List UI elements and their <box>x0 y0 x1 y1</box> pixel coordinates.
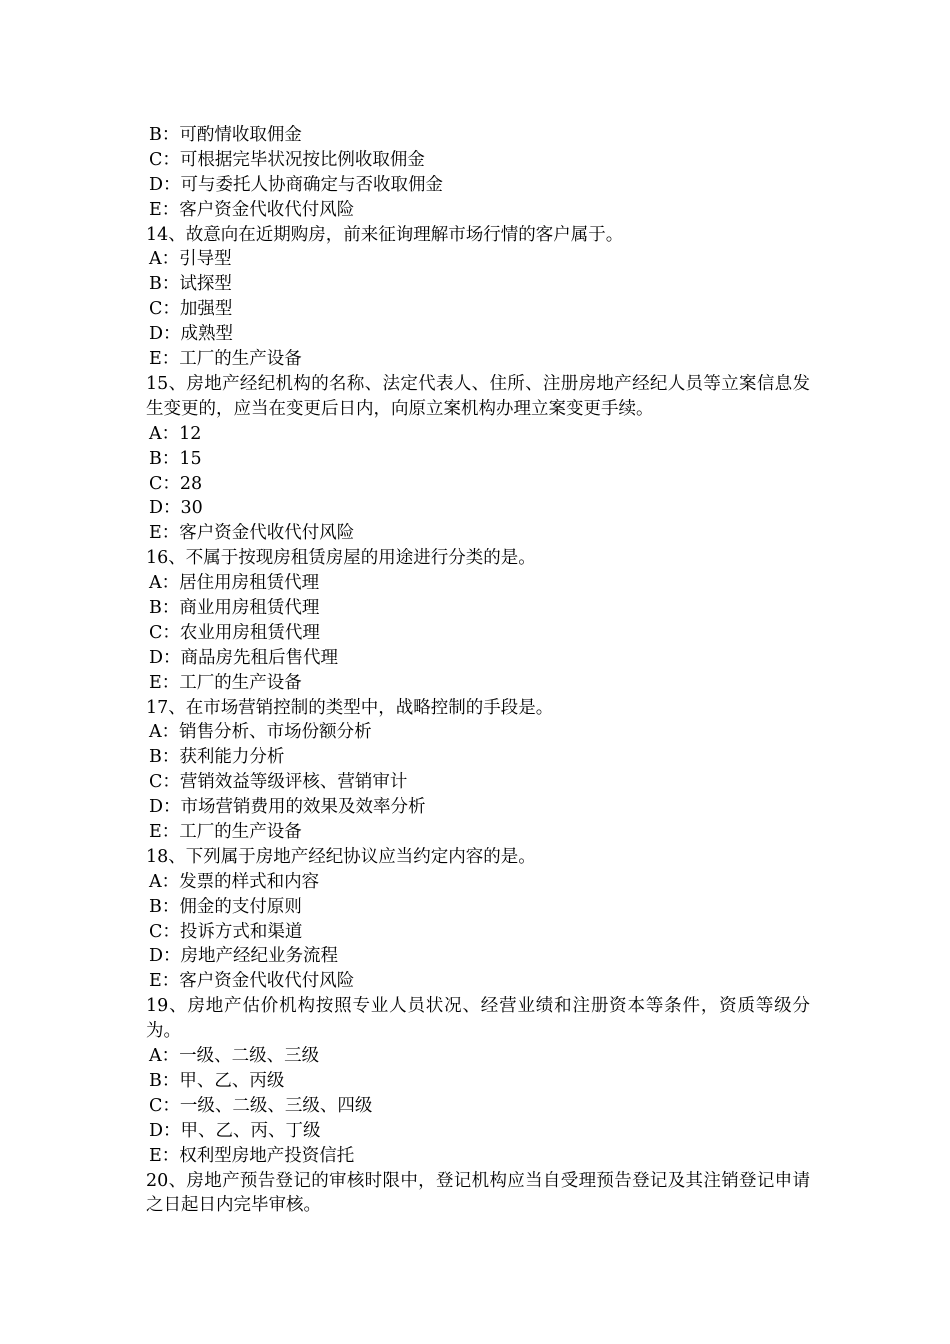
answer-option: E：工厂的生产设备 <box>149 822 302 843</box>
answer-option: B：15 <box>149 448 202 469</box>
answer-option: B：可酌情收取佣金 <box>149 125 302 145</box>
answer-option: E：工厂的生产设备 <box>149 672 302 693</box>
answer-option: B：甲、乙、丙级 <box>149 1070 285 1091</box>
question-text: 14、故意向在近期购房，前来征询理解市场行情的客户属于。 <box>146 224 624 245</box>
answer-option: A：12 <box>149 423 202 444</box>
question-text: 16、不属于按现房租赁房屋的用途进行分类的是。 <box>146 548 536 569</box>
question-text: 20、房地产预告登记的审核时限中，登记机构应当自受理预告登记及其注销登记申请之日起日内完毕审核。 <box>146 1170 810 1216</box>
answer-option: B：商业用房租赁代理 <box>149 597 320 618</box>
answer-option: D：房地产经纪业务流程 <box>149 946 339 967</box>
answer-option: C：28 <box>149 473 203 494</box>
answer-option: B：佣金的支付原则 <box>149 896 302 917</box>
answer-option: E：权利型房地产投资信托 <box>149 1145 355 1166</box>
answer-option: A：一级、二级、三级 <box>149 1046 320 1067</box>
answer-option: A：引导型 <box>149 249 232 270</box>
question-text: 18、下列属于房地产经纪协议应当约定内容的是。 <box>146 846 536 867</box>
document-page <box>146 123 810 1218</box>
question-text: 19、房地产估价机构按照专业人员状况、经营业绩和注册资本等条件，资质等级分为。 <box>146 996 810 1042</box>
answer-option: A：销售分析、市场份额分析 <box>149 722 372 743</box>
answer-option: A：发票的样式和内容 <box>149 871 320 892</box>
answer-option: C：农业用房租赁代理 <box>149 622 320 643</box>
answer-option: A：居住用房租赁代理 <box>149 573 320 594</box>
answer-option: C：营销效益等级评核、营销审计 <box>149 772 408 793</box>
answer-option: D：可与委托人协商确定与否收取佣金 <box>149 174 444 195</box>
answer-option: E：客户资金代收代付风险 <box>149 199 355 220</box>
answer-option: C：投诉方式和渠道 <box>149 921 303 942</box>
question-text: 15、房地产经纪机构的名称、法定代表人、住所、注册房地产经纪人员等立案信息发生变更的，应当在变更后日内，向原立案机构办理立案变更手续。 <box>146 373 810 419</box>
answer-option: D：商品房先租后售代理 <box>149 647 339 668</box>
answer-option: B：试探型 <box>149 274 232 295</box>
answer-option: C：加强型 <box>149 299 233 320</box>
answer-option: C：一级、二级、三级、四级 <box>149 1095 373 1116</box>
answer-option: C：可根据完毕状况按比例收取佣金 <box>149 149 425 170</box>
answer-option: D：甲、乙、丙、丁级 <box>149 1120 321 1141</box>
answer-option: E：工厂的生产设备 <box>149 349 302 370</box>
answer-option: D：市场营销费用的效果及效率分析 <box>149 797 426 818</box>
answer-option: E：客户资金代收代付风险 <box>149 971 355 992</box>
answer-option: D：成熟型 <box>149 324 234 345</box>
answer-option: E：客户资金代收代付风险 <box>149 523 355 544</box>
question-text: 17、在市场营销控制的类型中，战略控制的手段是。 <box>146 697 554 718</box>
answer-option: B：获利能力分析 <box>149 747 285 768</box>
answer-option: D：30 <box>149 498 203 519</box>
